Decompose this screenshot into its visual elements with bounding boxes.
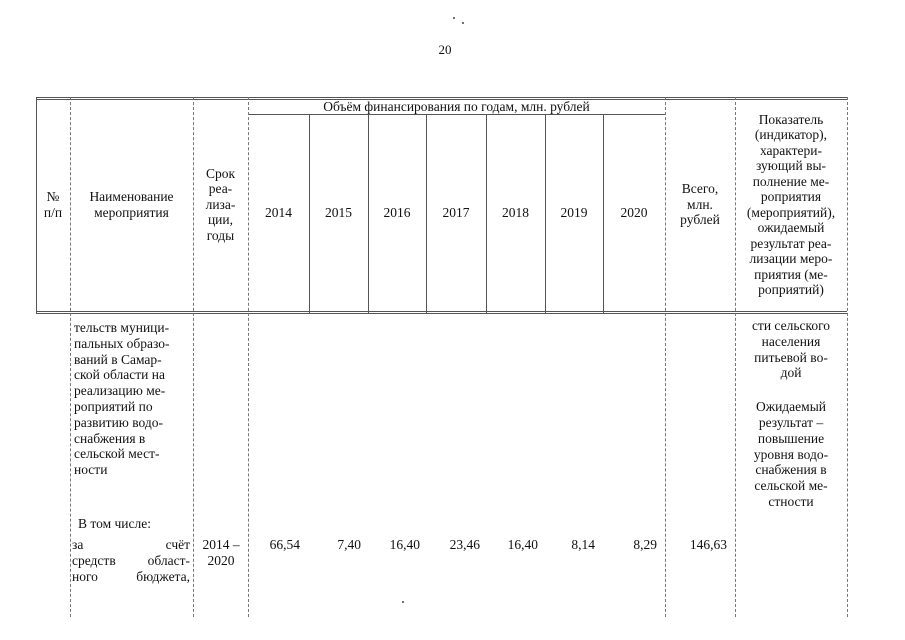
scan-speck — [453, 17, 455, 19]
funding-period: 2014 – 2020 — [202, 537, 240, 568]
header-year: 2014 — [265, 204, 292, 220]
word: счёт — [165, 537, 190, 552]
paragraph-gap — [739, 381, 843, 399]
header-total: Всего, млн. рублей — [680, 181, 720, 228]
indicator-column — [739, 318, 843, 510]
header-number: № п/п — [43, 189, 63, 220]
funding-value-2019: 8,14 — [571, 537, 595, 552]
header-year: 2018 — [502, 204, 529, 220]
header-year: 2019 — [560, 204, 588, 220]
word: средств — [72, 553, 116, 568]
funding-value-2017: 23,46 — [449, 537, 480, 552]
header-year: 2020 — [620, 204, 648, 220]
header-year: 2016 — [383, 204, 411, 220]
funding-value-2016: 16,40 — [389, 537, 420, 552]
header-period: Срок реа- лиза- ции, годы — [205, 165, 236, 243]
word: за — [72, 537, 84, 552]
funding-source-name — [72, 537, 190, 585]
indicator-continuation: сти сельского населения питьевой во- дой — [751, 318, 831, 381]
funding-value-2015: 7,40 — [337, 537, 361, 552]
word: област- — [147, 553, 190, 568]
funding-value-2018: 16,40 — [507, 537, 538, 552]
word: бюджета, — [136, 569, 190, 584]
funding-value-2014: 66,54 — [269, 537, 300, 552]
funding-value-total: 146,63 — [689, 537, 727, 552]
header-indicator: Показатель (индикатор), характери- зующий вы- полнение ме- роприятия (мероприятий), ожидаемый результат реа- лизации меро- приятия (ме- роприятий) — [746, 111, 836, 297]
measure-name-continuation: тельств муници- пальных образо- ваний в Самар- ской области на реализацию ме- роприятий по развитию водо- снабжения в сельской мест- ности — [74, 320, 170, 478]
including-label: В том числе: — [78, 516, 151, 531]
page-number: 20 — [438, 42, 452, 57]
scan-speck — [402, 601, 404, 603]
header-name: Наименование мероприятия — [89, 189, 174, 220]
funding-value-2020: 8,29 — [633, 537, 657, 552]
expected-result: Ожидаемый результат – повышение уровня водо- снабжения в сельской ме- стности — [753, 399, 829, 509]
header-funding-group: Объём финансирования по годам, млн. рублей — [323, 98, 590, 114]
funding-name-line — [72, 537, 190, 553]
header-year: 2015 — [325, 204, 352, 220]
word: ного — [72, 569, 98, 584]
funding-name-line — [72, 569, 190, 585]
header-year: 2017 — [442, 204, 470, 220]
funding-name-line — [72, 553, 190, 569]
scan-speck — [462, 22, 464, 24]
